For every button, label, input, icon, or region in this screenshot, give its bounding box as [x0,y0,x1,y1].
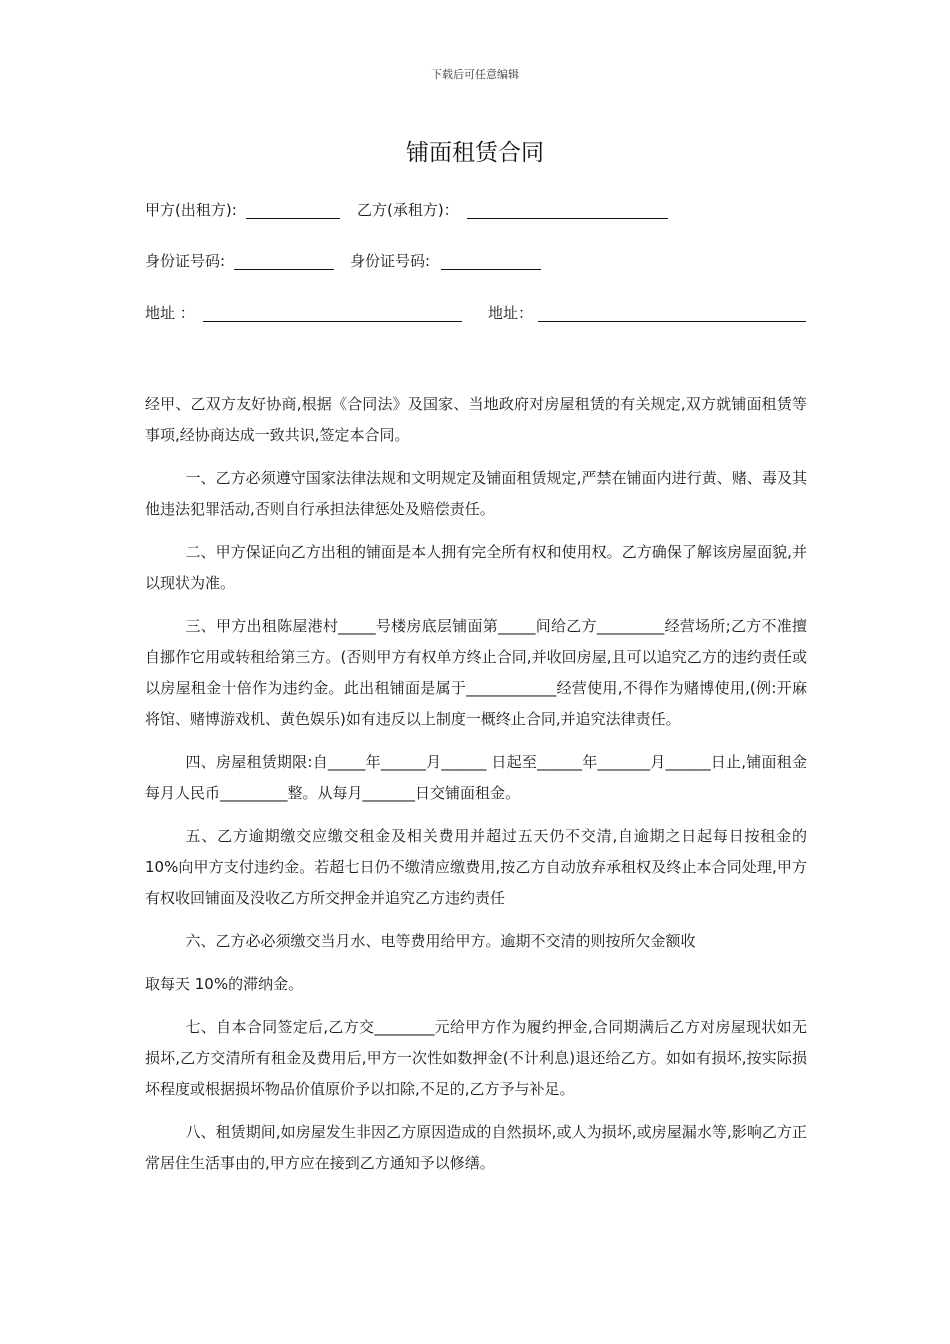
clause-7: 七、自本合同签定后,乙方交________元给甲方作为履约押金,合同期满后乙方对房屋现状如无损坏,乙方交清所有租金及费用后,甲方一次性如数押金(不计利息)退还给乙方。如如有损坏,按实际损坏程度或根据损坏物品价值原价予以扣除,不足的,乙方予与补足。 [145,1018,807,1098]
id-a-label: 身份证号码: [145,252,226,270]
clause-5: 五、乙方逾期缴交应缴交租金及相关费用并超过五天仍不交清,自逾期之日起每日按租金的 10%向甲方支付违约金。若超七日仍不缴清应缴费用,按乙方自动放弃承租权及终止本合同处理,甲方有权收回铺面及没收乙方所交押金并追究乙方违约责任 [145,827,807,907]
id-b-label: 身份证号码: [350,252,431,270]
id-b-blank [441,269,541,270]
address-b-label: 地址： [488,304,534,322]
clause-2: 二、甲方保证向乙方出租的铺面是本人拥有完全所有权和使用权。乙方确保了解该房屋面貌,并以现状为准。 [145,543,807,592]
contract-body [145,389,807,1179]
header-note: 下载后可任意编辑 [431,68,519,81]
party-a-label: 甲方(出租方): [145,201,237,219]
address-a-blank [203,321,462,322]
clause-8: 八、租赁期间,如房屋发生非因乙方原因造成的自然损坏,或人为损坏,或房屋漏水等,影响乙方正常居住生活事由的,甲方应在接到乙方通知予以修缮。 [145,1123,807,1172]
address-b-blank [538,321,806,322]
clause-4: 四、房屋租赁期限:自_____年______月______ 日起至______年_______月______日止,铺面租金每月人民币_________整。从每月_______日交铺面租金。 [145,753,807,802]
party-b-blank [467,218,668,219]
intro-paragraph: 经甲、乙双方友好协商,根据《合同法》及国家、当地政府对房屋租赁的有关规定,双方就铺面租赁等事项,经协商达成一致共识,签定本合同。 [145,395,807,444]
document-title: 铺面租赁合同 [406,140,544,166]
address-a-label: 地址 ： [145,304,195,322]
clause-3: 三、甲方出租陈屋港村_____号楼房底层铺面第_____间给乙方_________经营场所;乙方不准擅自挪作它用或转租给第三方。(否则甲方有权单方终止合同,并收回房屋,且可以追究乙方的违约责任或以房屋租金十倍作为违约金。此出租铺面是属于____________经营使用,不得作为赌博使用,(例:开麻将馆、赌博游戏机、黄色娱乐)如有违反以上制度一概终止合同,并追究法律责任。 [145,617,807,728]
party-a-blank [246,218,340,219]
party-b-label: 乙方(承租方)： [357,201,459,219]
clause-6-line-1: 六、乙方必必须缴交当月水、电等费用给甲方。逾期不交清的则按所欠金额收 [185,932,696,950]
clause-6-line-2: 取每天 10%的滞纳金。 [145,975,304,993]
clause-1: 一、乙方必须遵守国家法律法规和文明规定及铺面租赁规定,严禁在铺面内进行黄、赌、毒及其他违法犯罪活动,否则自行承担法律惩处及赔偿责任。 [145,469,807,518]
id-a-blank [234,269,334,270]
